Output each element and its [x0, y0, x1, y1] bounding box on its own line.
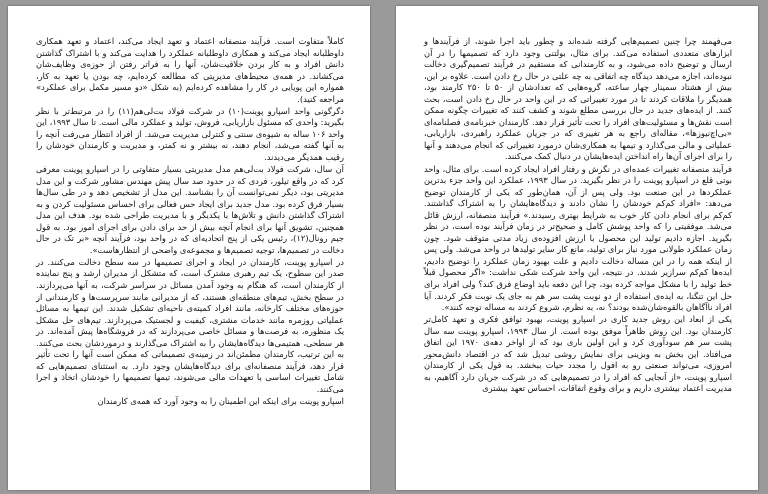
page-text-right [424, 36, 732, 395]
paragraph: کاملاً متفاوت است. فرآیند منصفانه اعتماد و تعهد ایجاد می‌کند، اعتماد و تعهد همکاری داوطلبانه ایجاد می‌کند و همکاری داوطلبانه عملکرد را هدایت می‌کند و با اشتراک گذاشتن دانش افراد و به کار بردن خلاقیت‌شان، آنها را به فراتر رفتن از حوزه‌ی وظایف‌شان می‌کشاند. در همه‌ی محیط‌های مدیریتی که مطالعه کرده‌ایم، چه بودن یا تعهد به کار، همواره این پویایی در کار را مشاهده کرده‌ایم (به شکل «دو مسیر مکمل برای عملکرد» مراجعه کنید). [36, 36, 344, 104]
paragraph: یکی از ابعاد این روش جدید کاری در اسپارو پوینت، بهبود توافق فکری و تعهد کامل‌تر کارمندان بود. این روش ظاهراً موفق بوده است. از سال ۱۹۹۳، اسپارو پوینت سه سال پشت سر هم سودآوری کرد و این اولین باری بود که از اواخر دهه‌ی ۱۹۷۰ این اتفاق می‌افتاد. این بخش به وبزینی برای نمایش روشی تبدیل شد که در اقتصاد دانش‌محور امروزی، می‌تواند صنعتی رو به افول را مجدد حیات ببخشد. به قول یکی از کارمندان اسپارو پوینت، «از آنجایی که افراد را در تصمیم‌هایی که در شرکت جریان دارد آگاهیم، به مدیریت اعتماد بیشتری داریم و برای وقوع اتفاقات، احساس تعهد بیشتری [424, 314, 733, 394]
paragraph: اسپارو پوینت برای اینکه این اطمینان را به وجود آورد که همه‌ی کارمندان [97, 395, 344, 406]
paragraph: در اسپارو پوینت، کارمندان در ایجاد و اجرای تصمیمها در سه سطح دخالت می‌کنند. در صدر این سطوح، یک تیم رهبری مشترک است، که متشکل از مدیران ارشد و پنج نماینده از کارمندان است، که هنگام به وجود آمدن مسائل در سراسر شرکت، به آنها می‌پردازند. در سطح بخش، تیم‌های منطقه‌ای هستند، که از مدیرانی مانند سرپرست‌ها و کارمندانی از حوزه‌های مختلف کارخانه، مانند افراد کمیته‌ی ناحیه‌ای تشکیل شدند. این تیمها به مسائل عملیاتی روزمره مانند خدمات مشتری، کیفیت و لجستیک می‌پردازند. تیم‌های حل مشکل یک منظوره، به فرصت‌ها و مسائل خاصی می‌پردازند که در فروشگاه‌ها پیش آمده‌اند. در هر سطحی، همتیمی‌ها دیدگاه‌هایشان را به اشتراک می‌گذارند و درمورد‌شان بحث می‌کنند. به این ترتیب، کارمندان مطمئن‌اند در زمینه‌ی تصمیماتی که ممکن است آنها را تحت تأثیر قرار دهد، فرآیند منصفانه‌ای برای دیدگاه‌هایشان وجود دارد. به استثنای تصمیم‌هایی که شامل تغییرات اساسی یا تعهدات مالی می‌شوند، تیمها تصمیمها را خودشان اتخاذ و اجرا می‌کنند. [36, 256, 344, 394]
paragraph: آن سال، شرکت فولاد بت‌لی‌هم مدل مدیریتی بسیار متفاوتی را در اسپارو پوینت معرفی کرد که در واقع تیلور، فردی که در حدود صد سال پیش مهندس مشاور شرکت و این مدل مدیریتی بود، دیگر نمی‌توانست آن را بشناسد. این مدل از تشخیص دهد و در طی سال‌ها بسیار فرق کرده بود. مدل جدید برای ایجاد حس فعالی برای احساس مسئولیت کردن و به اشتراک گذاشتن دانش و تلاش‌ها با یکدیگر و با مدیریت طراحی شده بود. هدف این مدل همچنین، تشویق آنها برای انجام آنچه بیش از حد برای دادن برای اجرای امور بود. به قول جیم رونال(۱۲)، رئیس یکی از پنج اتحادیه‌ای که در واحد بود، فرآیند آنچه «بر تک در حال دخالت در تصمیم‌ها، توجیه تصمیم‌ها و مجموعه‌ی واضحی از انتظارهاست». [36, 164, 344, 255]
document-page-left [8, 6, 370, 490]
document-page-right [396, 6, 758, 490]
paragraph: فرآیند منصفانه تغییرات عمده‌ای در نگرش و رفتار افراد ایجاد کرده است. برای مثال، واحد بوتی قلع در اسپارو پوینت را در نظر بگیرید. در سال ۱۹۹۳، عملکرد این واحد جزء بدترین عملکردها در این صنعت بود. ولی پس از آن، همان‌طور که یکی از کارمندان توضیح می‌دهد: «افراد کم‌کم خودشان را نشان دادند و دیدگاه‌هایشان را به اشتراک گذاشتند. کم‌کم برای انجام دادن کار خوب به شرایط بهتری رسیدند.» فرآیند منصفانه، ارزش قائل می‌شد. موفقیتی را که واحد پوشش کامل و صحیح‌تر در زمان فرآیند بوده است، در نظر بگیرید. اجازه دادیم تولید این محصول با ارزش افزوده‌ی زیاد مدتی متوقف شود. چون زمان عملکرد طولانی مورد نیاز برای تولید، مانع کار سایر تولیدها در واحد می‌شد. ولی پس از اینکه همه را در این مساله دخالت دادیم و علت بهبود زمان عملکرد را توضیح دادیم، ایده‌ها کم‌کم سرازیر شدند. در نتیجه، این واحد شرکت شکی نداشت: «اگر محصول قبلاً خط تولید را با مشکل مواجه کرده بود، چرا این دفعه باید اوضاع فرق کند؟ ولی افراد برای حل این تنگنا، به ایده‌ی استفاده از دو نوبت پشت سر هم به جای یک نوبت فکر کردند. آیا افراد ناآگاهان بالقوه‌شان‌شده بودند؟ نه، به نظرم، شروع کردند به مساله توجه کنند». [424, 163, 732, 313]
page-text-left [36, 36, 344, 408]
paragraph: می‌فهمند چرا چنین تصمیم‌هایی گرفته شده‌اند و چطور باید اجرا شوند، از فرآیندها و ابزارهای متعددی استفاده می‌کند. برای مثال، بولتنی وجود دارد که تصمیمها را در آن ارسال و توضیح داده می‌شود، و به کارمندانی که مستقیم در فرآیند تصمیم‌گیری دخالت نبوده‌اند، اجازه می‌دهد دیدگاه چه اتفاقی به چه علتی در حال رخ دادن است. علاوه بر این، بیش از هشتاد سمینار چهار ساعته، گروه‌هایی که تعدادشان از ۵۰ تا ۲۵۰ کارمند بود، همدیگر را ملاقات کردند تا در مورد تغییراتی که در این واحد در حال رخ دادن است، بحث کنند. از ایده‌های جدید در حال بررسی مطلع شوند و کشف کنند که تغییرات چگونه ممکن است نقش‌ها و مسئولیت‌های افراد را تحت تأثیر قرار دهد. کارمندان خبرنامه‌ی فصلنامه‌ای «بی‌اچ‌نیوزها»، مقاله‌ای راجع به هر تغییری که در جریان عملکرد راهبردی، بازاریابی، عملیاتی و مالی می‌گذارد و تیمها به همکاری‌شان درمورد تغییراتی که انجام می‌دهند و آنها را برای اجرای آن‌ها راه انداختن ایده‌هایشان در دنبال کمک می‌کنند. [424, 36, 732, 162]
paragraph: دگرگونی واحد اسپارو پوینت(۱۰) در شرکت فولاد بت‌لی‌هم(۱۱) را در مرتبط‌تر با نظر بگیرید: واحدی که مسئول بازاریابی، فروش، تولید و عملکرد مالی است. تا سال ۱۹۹۳، این واحد ۱۰۶ ساله به شیوه‌ی سنتی و کنترلی مدیریت می‌شد. از افراد انتظار می‌رفت آنچه را به آنها گفته می‌شد، انجام دهند، نه بیشتر و نه کمتر، و مدیریت و کارمندان خودشان را رقیب همدیگر می‌دیدند. [36, 105, 344, 162]
